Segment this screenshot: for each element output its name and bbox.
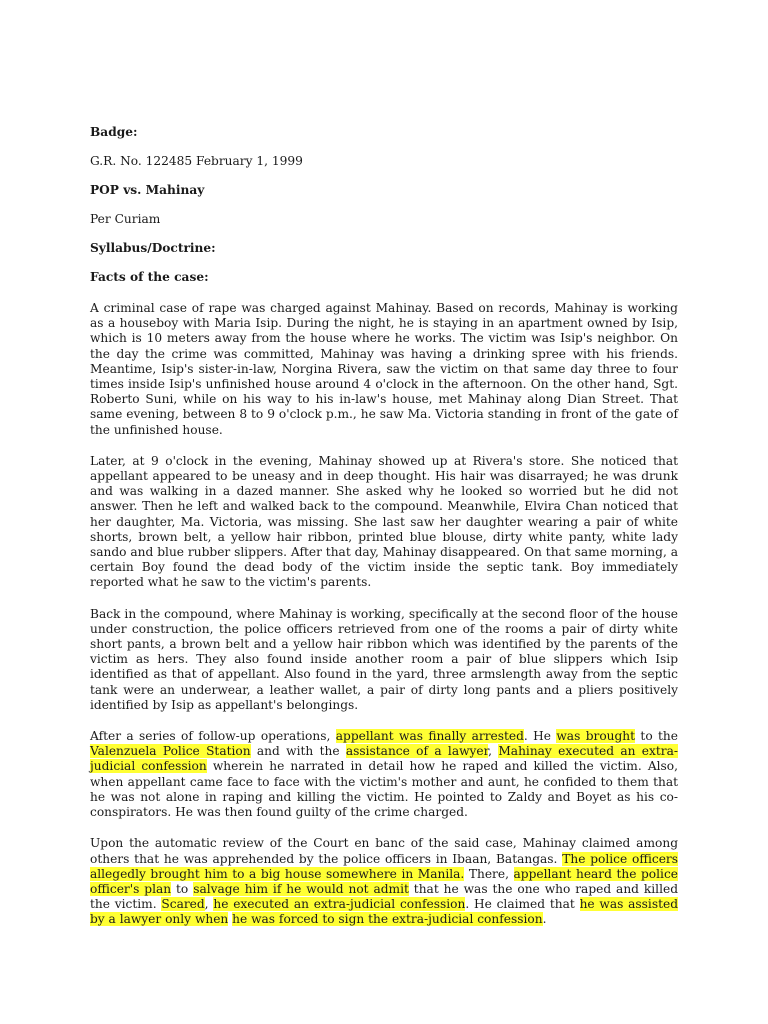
text-run: , [488,744,499,759]
text-run: . He [523,729,557,744]
paragraph-2: Later, at 9 o'clock in the evening, Mahinay showed up at Rivera's store. She noticed that appellant appeared to be uneasy and in deep thought. His hair was disarrayed; he was drunk and was walking in a dazed manner. She asked why he looked so worried but he did not answer. Then he left and walked back to the compound. Meanwhile, Elvira Chan noticed that her daughter, Ma. Victoria, was missing. She last saw her daughter wearing a pair of white shorts, brown belt, a yellow hair ribbon, printed blue blouse, dirty white panty, white lady sando and blue rubber slippers. After that day, Mahinay disappeared. On that same morning, a certain Boy found the dead body of the victim inside the septic tank. Boy immediately reported what he saw to the victim's parents. [90,453,678,590]
text-run: There, [464,866,514,881]
text-run: Upon the automatic review of the Court en banc of the said case, Mahinay claimed among others that he was apprehended by the police officers in Ibaan, Batangas. [90,836,678,866]
case-title: POP vs. Mahinay [90,183,205,197]
highlight: appellant was finally arrested [335,729,524,744]
paragraph-3: Back in the compound, where Mahinay is working, specifically at the second floor of the house under construction, the police officers retrieved from one of the rooms a pair of dirty white short pants, a brown belt and a yellow hair ribbon which was identified by the parents of the victim as hers. They also found inside another room a pair of blue slippers which Isip identified as that of appellant. Also found in the yard, three armslength away from the septic tank were an underwear, a leather wallet, a pair of dirty long pants and a pliers positively identified by Isip as appellant's belongings. [90,606,678,712]
highlight: he was forced to sign the extra-judicial confession [232,912,543,927]
highlight: Scared [161,897,205,912]
text-run: . [542,912,547,927]
text-run: and with the [250,744,346,759]
text-run: wherein he narrated in detail how he raped and killed the victim. Also, when appellant came face to face with the victim's mother and aunt, he confided to them that he was not alone in raping and killing the victim. He pointed to Zaldy and Boyet as his co-conspirators. He was then found guilty of the crime charged. [90,759,678,820]
paragraph-4 [90,729,678,820]
highlight: he executed an extra-judicial confession [213,897,466,912]
facts-heading: Facts of the case: [90,270,209,284]
text-run: to the [635,729,678,744]
per-curiam: Per Curiam [90,212,161,226]
gr-number: G.R. No. 122485 February 1, 1999 [90,154,303,168]
highlight: he was assisted by a lawyer only when [90,897,678,927]
highlight: Mahinay executed an extra-judicial confession [90,744,678,774]
highlight: appellant heard the police officer's plan [90,866,678,896]
highlight: salvage him if he would not admit [193,881,409,896]
paragraph-1: A criminal case of rape was charged against Mahinay. Based on records, Mahinay is working as a houseboy with Maria Isip. During the night, he is staying in an apartment owned by Isip, which is 10 meters away from the house where he works. The victim was Isip's neighbor. On the day the crime was committed, Mahinay was having a drinking spree with his friends. Meantime, Isip's sister-in-law, Norgina Rivera, saw the victim on that same day three to four times inside Isip's unfinished house around 4 o'clock in the afternoon. On the other hand, Sgt. Roberto Suni, while on his way to his in-law's house, met Mahinay along Dian Street. That same evening, between 8 to 9 o'clock p.m., he saw Ma. Victoria standing in front of the gate of the unfinished house. [90,301,678,437]
text-run: to [171,881,194,896]
paragraph-5 [90,836,678,927]
syllabus-heading: Syllabus/Doctrine: [90,241,216,255]
highlight: The police officers allegedly brought him to a big house somewhere in Manila. [90,851,678,881]
highlight: was brought [556,729,636,744]
highlight: assistance of a lawyer [345,744,489,759]
badge-label: Badge: [90,125,138,139]
text-run: . He claimed that [465,897,580,912]
text-run: After a series of follow-up operations, [90,729,336,744]
text-run: that he was the one who raped and killed the victim. [90,881,678,912]
highlight: Valenzuela Police Station [90,744,251,759]
text-run: , [204,897,214,912]
